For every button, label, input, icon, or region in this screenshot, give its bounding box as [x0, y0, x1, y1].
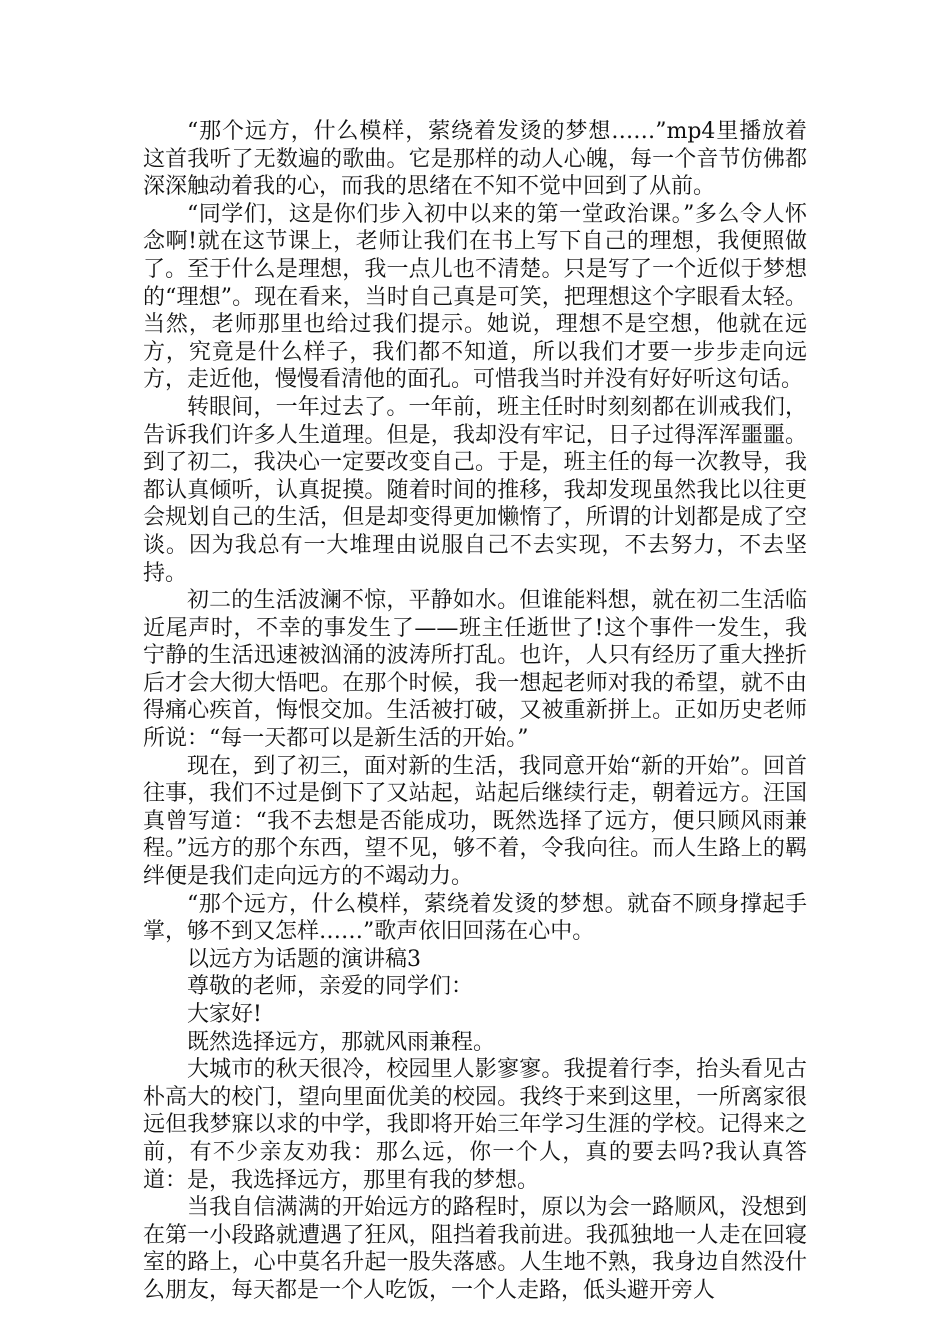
section-title: 以远方为话题的演讲稿3: [187, 946, 421, 972]
paragraph-song-memory: “那个远方，什么模样，萦绕着发烫的梦想……”mp4里播放着这首我听了无数遍的歌曲。它是那样的动人心魄，每一个音节仿佛都深深触动着我的心，而我的思绪在不知不觉中回到了从前。: [143, 119, 807, 200]
paragraph-one-year-later: 转眼间，一年过去了。一年前，班主任时时刻刻都在训戒我们，告诉我们许多人生道理。但是，我却没有牢记，日子过得浑浑噩噩。到了初二，我决心一定要改变自己。于是，班主任的每一次教导，我都认真倾听，认真捉摸。随着时间的推移，我却发现虽然我比以往更会规划自己的生活，但是却变得更加懒惰了，所谓的计划都是成了空谈。因为我总有一大堆理由说服自己不去实现，不去努力，不去坚持。: [143, 394, 807, 586]
paragraph-arrival-at-school: 大城市的秋天很冷，校园里人影寥寥。我提着行李，抬头看见古朴高大的校门，望向里面优美的校园。我终于来到这里，一所离家很远但我梦寐以求的中学，我即将开始三年学习生涯的学校。记得来之前，有不少亲友劝我：那么远，你一个人，真的要去吗?我认真答道：是，我选择远方，那里有我的梦想。: [143, 1057, 807, 1193]
paragraph-grade-three: 现在，到了初三，面对新的生活，我同意开始“新的开始”。回首往事，我们不过是倒下了又站起，站起后继续行走，朝着远方。汪国真曾写道：“我不去想是否能成功，既然选择了远方，便只顾风雨兼程。”远方的那个东西，望不见，够不着，令我向往。而人生路上的羁绊便是我们走向远方的不竭动力。: [143, 753, 807, 890]
salutation: 尊敬的老师，亲爱的同学们：: [187, 974, 474, 1000]
paragraph-grade-two-life: 初二的生活波澜不惊，平静如水。但谁能料想，就在初二生活临近尾声时，不幸的事发生了——班主任逝世了!这个事件一发生，我宁静的生活迅速被汹涌的波涛所打乱。也许，人只有经历了重大挫折后才会大彻大悟吧。在那个时候，我一想起老师对我的希望，就不由得痛心疾首，悔恨交加。生活被打破，又被重新拼上。正如历史老师所说：“每一天都可以是新生活的开始。”: [143, 588, 807, 752]
paragraph-journey-begins: 当我自信满满的开始远方的路程时，原以为会一路顺风，没想到在第一小段路就遭遇了狂风，阻挡着我前进。我孤独地一人走在回寝室的路上，心中莫名升起一股失落感。人生地不熟，我身边自然没什么朋友，每天都是一个人吃饭，一个人走路，低头避开旁人: [143, 1195, 807, 1303]
opening-line: 既然选择远方，那就风雨兼程。: [187, 1029, 496, 1055]
body-text: [143, 118, 807, 1305]
paragraph-first-politics-class: “同学们，这是你们步入初中以来的第一堂政治课。”多么令人怀念啊!就在这节课上，老师让我们在书上写下自己的理想，我便照做了。至于什么是理想，我一点儿也不清楚。只是写了一个近似于梦想的“理想”。现在看来，当时自己真是可笑，把理想这个字眼看太轻。当然，老师那里也给过我们提示。她说，理想不是空想，他就在远方，究竟是什么样子，我们都不知道，所以我们才要一步步走向远方，走近他，慢慢看清他的面孔。可惜我当时并没有好好听这句话。: [143, 201, 807, 393]
greeting: 大家好!: [187, 1002, 262, 1027]
paragraph-song-echo: “那个远方，什么模样，萦绕着发烫的梦想。就奋不顾身撑起手掌，够不到又怎样……”歌声依旧回荡在心中。: [143, 891, 807, 945]
